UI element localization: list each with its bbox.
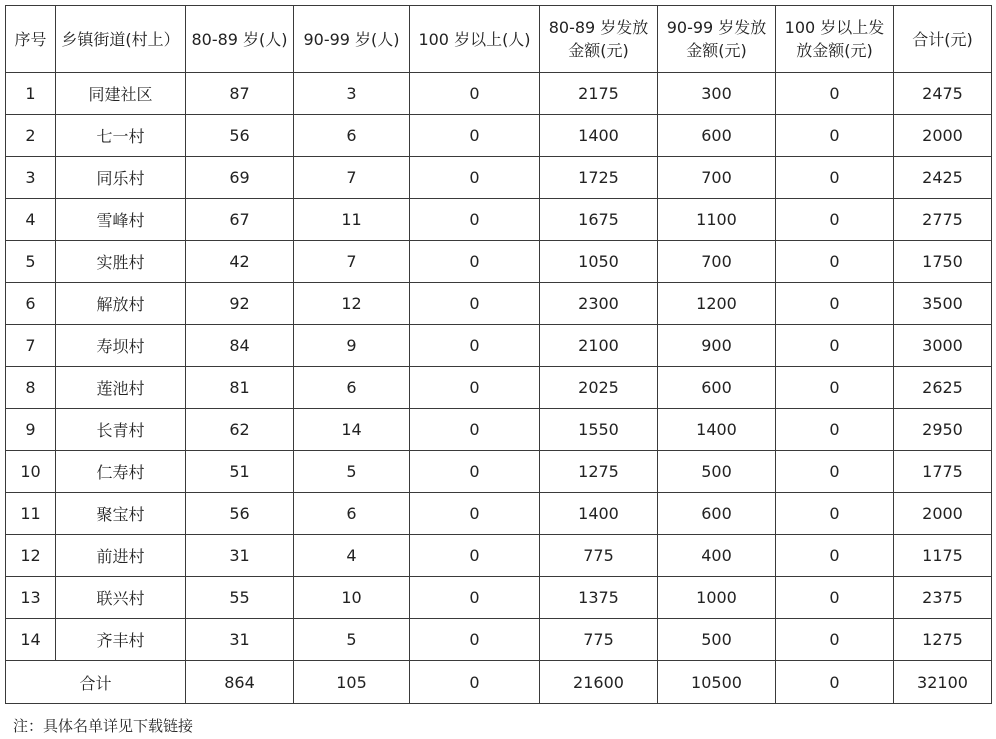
column-header-line: 90-99 岁(人)	[303, 29, 400, 49]
table-cell: 2375	[894, 577, 992, 619]
total-cell: 0	[410, 661, 540, 704]
table-row	[6, 451, 992, 493]
column-header-line: 乡镇街道(村上）	[61, 29, 180, 49]
table-cell: 9	[294, 325, 410, 367]
village-name-cell: 解放村	[56, 283, 186, 325]
table-cell: 1400	[540, 493, 658, 535]
table-cell: 600	[658, 493, 776, 535]
table-cell: 87	[186, 73, 294, 115]
column-header-line: 放金额(元)	[796, 41, 873, 60]
village-name-cell: 寿坝村	[56, 325, 186, 367]
total-cell: 0	[776, 661, 894, 704]
table-cell: 775	[540, 619, 658, 661]
table-row	[6, 199, 992, 241]
table-cell: 2775	[894, 199, 992, 241]
table-cell: 5	[294, 451, 410, 493]
table-cell: 69	[186, 157, 294, 199]
table-cell: 400	[658, 535, 776, 577]
table-cell: 0	[776, 451, 894, 493]
column-header-line: 合计(元)	[912, 29, 973, 49]
table-row	[6, 493, 992, 535]
table-row	[6, 115, 992, 157]
table-row	[6, 157, 992, 199]
column-header	[56, 6, 186, 73]
table-cell: 0	[410, 325, 540, 367]
table-cell: 2425	[894, 157, 992, 199]
row-index-cell: 6	[6, 283, 56, 325]
village-name-cell: 聚宝村	[56, 493, 186, 535]
table-cell: 42	[186, 241, 294, 283]
table-row	[6, 241, 992, 283]
total-cell: 21600	[540, 661, 658, 704]
table-cell: 1550	[540, 409, 658, 451]
column-header-line: 80-89 岁(人)	[191, 29, 288, 49]
table-cell: 0	[410, 283, 540, 325]
row-index-cell: 14	[6, 619, 56, 661]
table-cell: 56	[186, 493, 294, 535]
row-index-cell: 8	[6, 367, 56, 409]
table-cell: 900	[658, 325, 776, 367]
row-index-cell: 9	[6, 409, 56, 451]
table-cell: 6	[294, 367, 410, 409]
table-cell: 2025	[540, 367, 658, 409]
row-index-cell: 5	[6, 241, 56, 283]
table-cell: 1275	[894, 619, 992, 661]
table-cell: 12	[294, 283, 410, 325]
table-cell: 1100	[658, 199, 776, 241]
column-header-line: 100 岁以上发	[784, 18, 885, 37]
table-cell: 0	[410, 157, 540, 199]
row-index-cell: 12	[6, 535, 56, 577]
table-cell: 0	[776, 577, 894, 619]
table-cell: 84	[186, 325, 294, 367]
table-cell: 1200	[658, 283, 776, 325]
table-cell: 3500	[894, 283, 992, 325]
table-cell: 0	[776, 367, 894, 409]
table-cell: 1000	[658, 577, 776, 619]
footnote: 注：具体名单详见下载链接	[13, 717, 194, 735]
row-index-cell: 11	[6, 493, 56, 535]
table-cell: 11	[294, 199, 410, 241]
table-cell: 0	[776, 241, 894, 283]
village-name-cell: 莲池村	[56, 367, 186, 409]
column-header	[894, 6, 992, 73]
village-name-cell: 前进村	[56, 535, 186, 577]
table-cell: 500	[658, 451, 776, 493]
table-cell: 0	[776, 535, 894, 577]
row-index-cell: 1	[6, 73, 56, 115]
table-cell: 7	[294, 241, 410, 283]
table-cell: 92	[186, 283, 294, 325]
village-name-cell: 长青村	[56, 409, 186, 451]
column-header	[410, 6, 540, 73]
table-cell: 0	[410, 199, 540, 241]
column-header	[658, 6, 776, 73]
table-footer	[6, 661, 992, 704]
table-cell: 55	[186, 577, 294, 619]
table-cell: 31	[186, 619, 294, 661]
village-name-cell: 实胜村	[56, 241, 186, 283]
table-cell: 6	[294, 493, 410, 535]
table-cell: 14	[294, 409, 410, 451]
total-label: 合计	[6, 661, 186, 704]
table-cell: 1675	[540, 199, 658, 241]
village-name-cell: 七一村	[56, 115, 186, 157]
table-cell: 1725	[540, 157, 658, 199]
table-cell: 1375	[540, 577, 658, 619]
table-cell: 600	[658, 367, 776, 409]
table-cell: 0	[410, 73, 540, 115]
table-cell: 0	[776, 115, 894, 157]
table-cell: 62	[186, 409, 294, 451]
row-index-cell: 3	[6, 157, 56, 199]
table-cell: 0	[410, 241, 540, 283]
table-cell: 0	[776, 283, 894, 325]
table-row	[6, 283, 992, 325]
table-cell: 775	[540, 535, 658, 577]
column-header-line: 80-89 岁发放	[548, 18, 649, 37]
table-row	[6, 619, 992, 661]
table-row	[6, 325, 992, 367]
table-cell: 0	[776, 325, 894, 367]
table-cell: 0	[410, 619, 540, 661]
village-name-cell: 齐丰村	[56, 619, 186, 661]
table-cell: 2950	[894, 409, 992, 451]
table-cell: 1175	[894, 535, 992, 577]
table-cell: 0	[410, 367, 540, 409]
table-cell: 6	[294, 115, 410, 157]
table-cell: 5	[294, 619, 410, 661]
total-cell: 10500	[658, 661, 776, 704]
table-row	[6, 73, 992, 115]
column-header-line: 90-99 岁发放	[666, 18, 767, 37]
column-header-line: 金额(元)	[686, 41, 747, 60]
table-header	[6, 6, 992, 73]
village-name-cell: 雪峰村	[56, 199, 186, 241]
column-header	[6, 6, 56, 73]
table-cell: 700	[658, 157, 776, 199]
table-cell: 0	[776, 619, 894, 661]
table-cell: 700	[658, 241, 776, 283]
table-cell: 2475	[894, 73, 992, 115]
column-header-line: 100 岁以上(人)	[418, 29, 531, 49]
table-cell: 81	[186, 367, 294, 409]
column-header	[294, 6, 410, 73]
total-cell: 32100	[894, 661, 992, 704]
table-cell: 0	[776, 157, 894, 199]
table-cell: 2000	[894, 115, 992, 157]
table-cell: 67	[186, 199, 294, 241]
row-index-cell: 13	[6, 577, 56, 619]
table-cell: 0	[776, 493, 894, 535]
table-cell: 0	[776, 409, 894, 451]
total-row	[6, 661, 992, 704]
table-cell: 0	[410, 535, 540, 577]
table-cell: 0	[410, 451, 540, 493]
table-cell: 2300	[540, 283, 658, 325]
table-cell: 0	[776, 199, 894, 241]
table-cell: 31	[186, 535, 294, 577]
table-cell: 600	[658, 115, 776, 157]
column-header	[186, 6, 294, 73]
table-cell: 0	[776, 73, 894, 115]
table-row	[6, 535, 992, 577]
table-cell: 1050	[540, 241, 658, 283]
village-name-cell: 同建社区	[56, 73, 186, 115]
table-cell: 51	[186, 451, 294, 493]
column-header-line: 金额(元)	[568, 41, 629, 60]
table-cell: 0	[410, 409, 540, 451]
village-name-cell: 同乐村	[56, 157, 186, 199]
table-cell: 300	[658, 73, 776, 115]
table-cell: 3000	[894, 325, 992, 367]
table-cell: 1775	[894, 451, 992, 493]
table-cell: 1750	[894, 241, 992, 283]
table-cell: 2625	[894, 367, 992, 409]
table-cell: 1400	[658, 409, 776, 451]
column-header-line: 序号	[14, 29, 47, 49]
village-name-cell: 联兴村	[56, 577, 186, 619]
table-cell: 2175	[540, 73, 658, 115]
column-header	[540, 6, 658, 73]
total-cell: 864	[186, 661, 294, 704]
total-cell: 105	[294, 661, 410, 704]
table-cell: 0	[410, 493, 540, 535]
row-index-cell: 10	[6, 451, 56, 493]
table-row	[6, 577, 992, 619]
table-cell: 2100	[540, 325, 658, 367]
row-index-cell: 2	[6, 115, 56, 157]
header-row	[6, 6, 992, 73]
table-body	[6, 73, 992, 661]
table-cell: 56	[186, 115, 294, 157]
table-row	[6, 409, 992, 451]
village-name-cell: 仁寿村	[56, 451, 186, 493]
column-header	[776, 6, 894, 73]
table-cell: 3	[294, 73, 410, 115]
subsidy-table	[5, 5, 992, 704]
table-cell: 0	[410, 577, 540, 619]
table-cell: 1400	[540, 115, 658, 157]
table-cell: 2000	[894, 493, 992, 535]
table-cell: 10	[294, 577, 410, 619]
table-cell: 4	[294, 535, 410, 577]
table-cell: 7	[294, 157, 410, 199]
table-row	[6, 367, 992, 409]
row-index-cell: 4	[6, 199, 56, 241]
table-cell: 500	[658, 619, 776, 661]
row-index-cell: 7	[6, 325, 56, 367]
table-cell: 0	[410, 115, 540, 157]
table-cell: 1275	[540, 451, 658, 493]
